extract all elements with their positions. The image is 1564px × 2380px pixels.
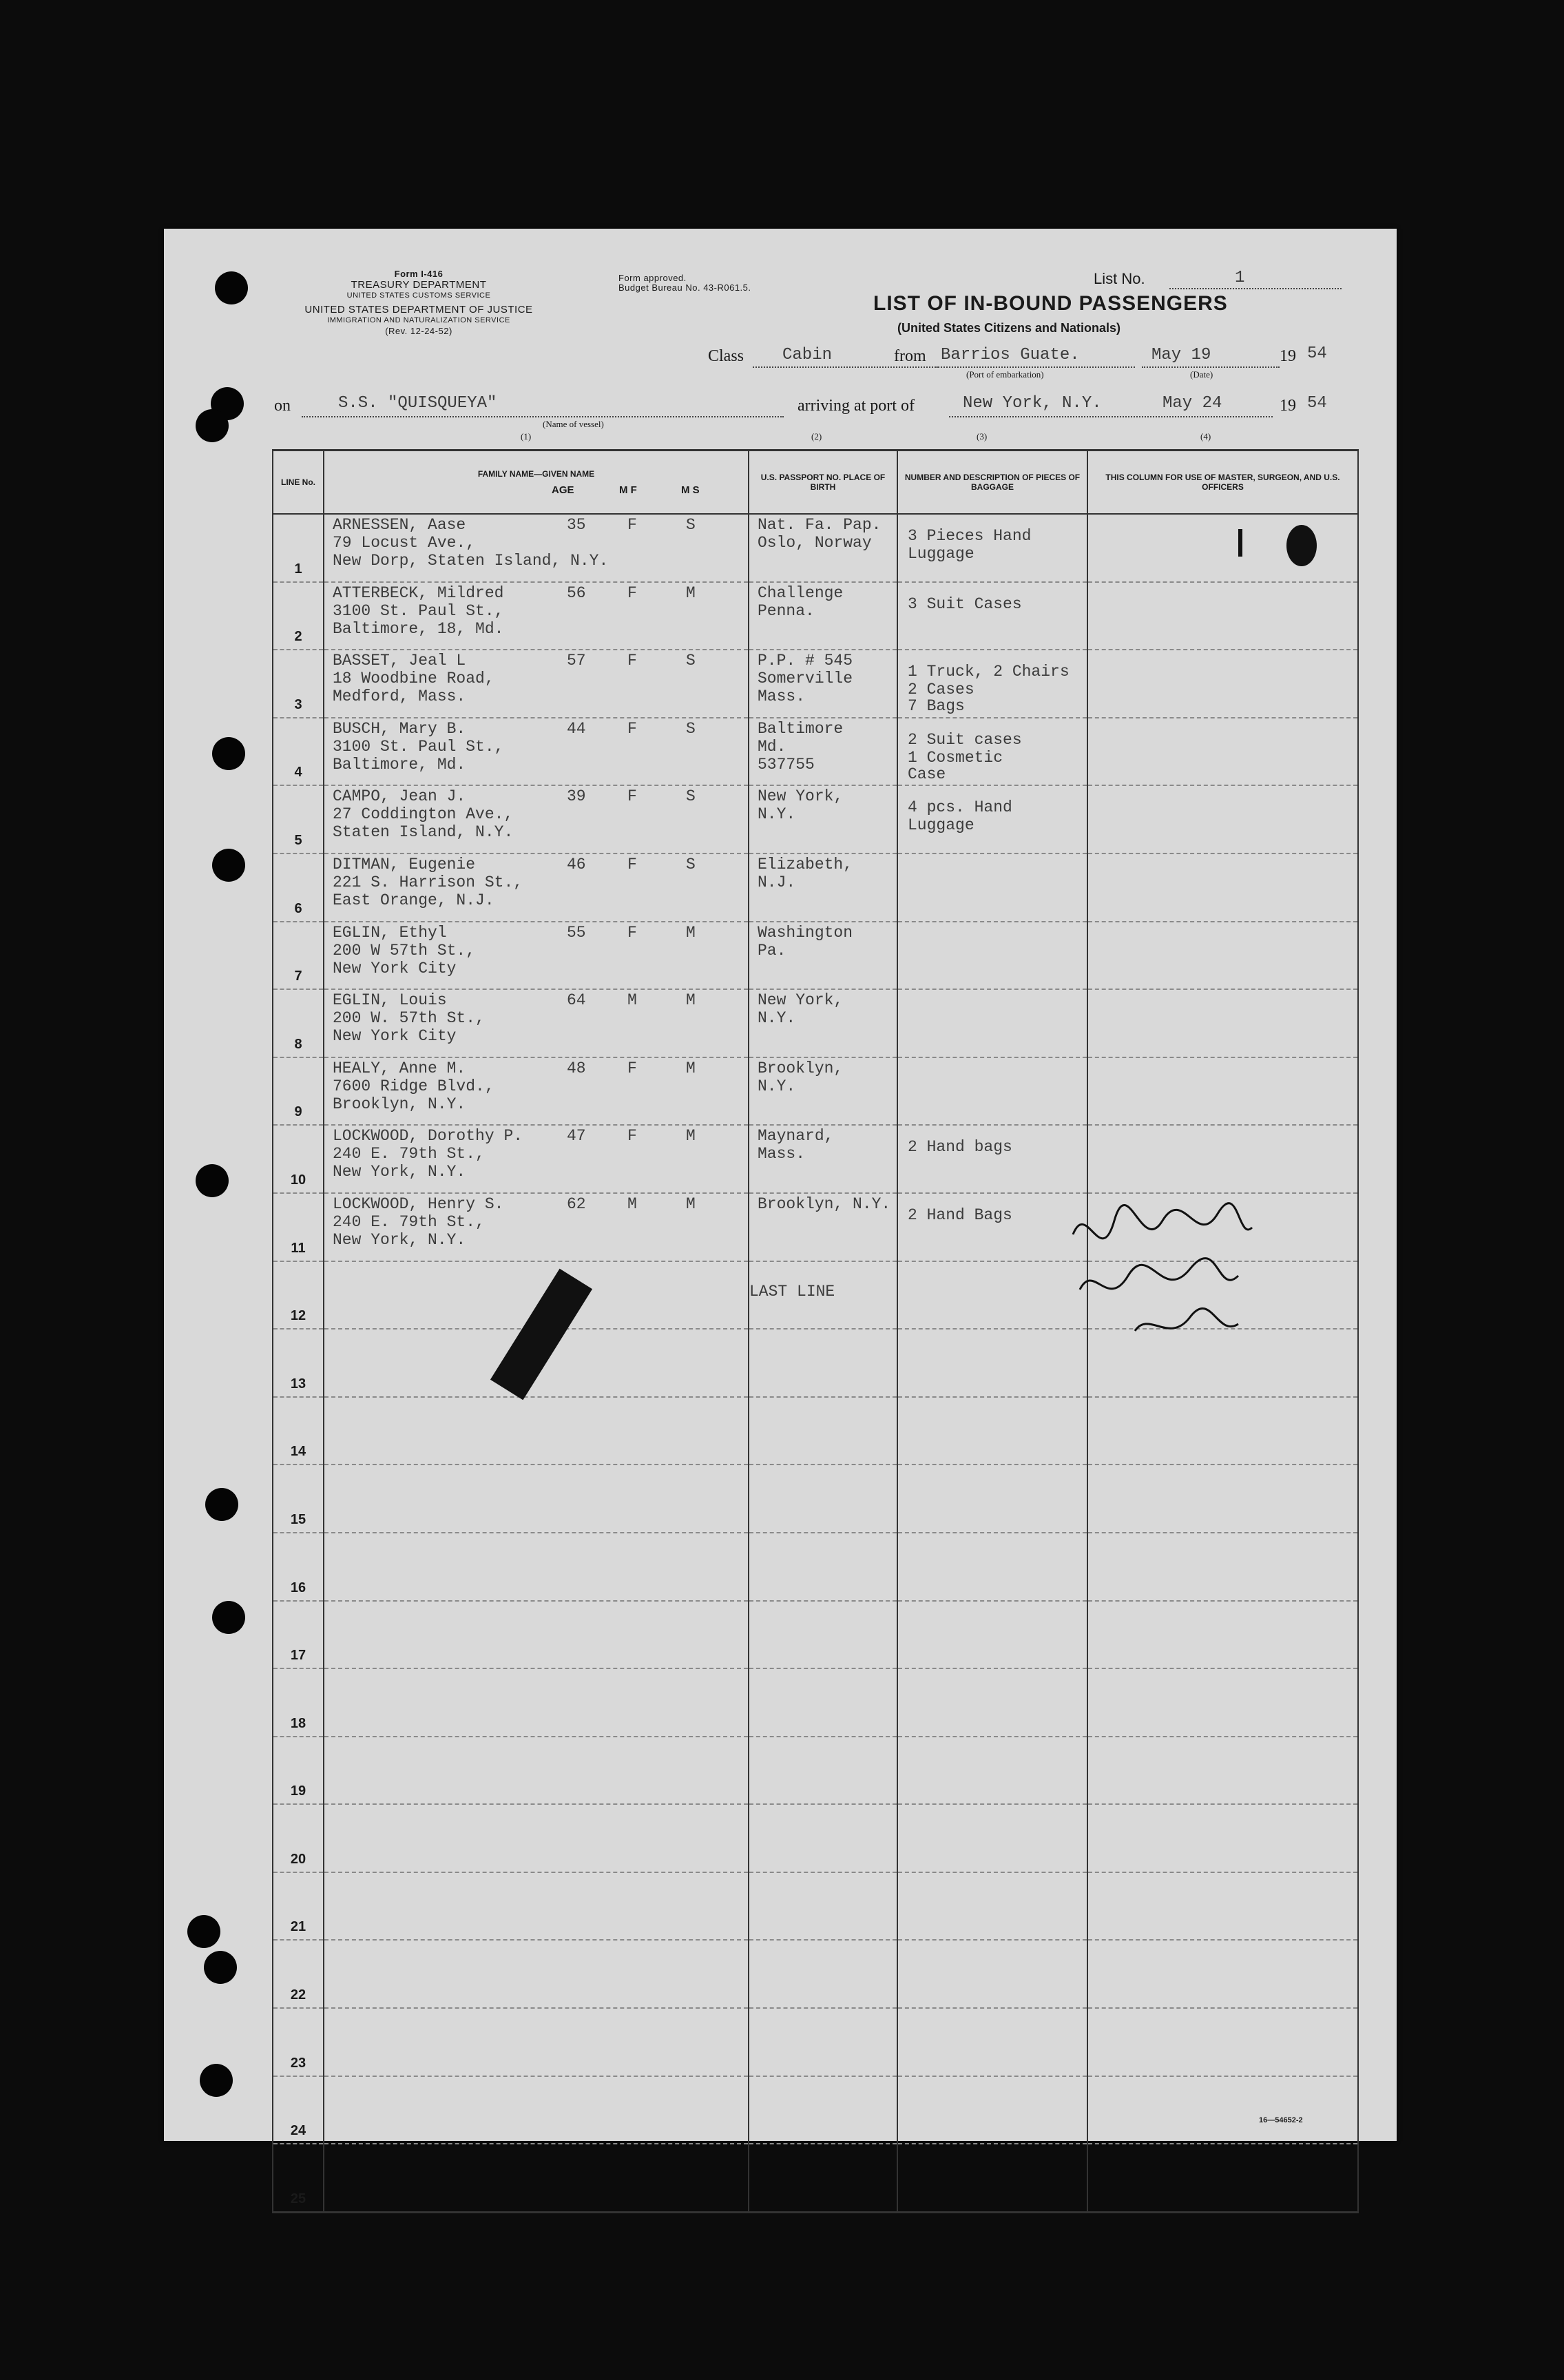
passport-or-birthplace: Challenge bbox=[758, 583, 844, 602]
passport-or-birthplace: Brooklyn, N.Y. bbox=[758, 1194, 891, 1213]
line-number: 12 bbox=[273, 1261, 324, 1329]
age: 62 bbox=[567, 1194, 586, 1213]
line-number: 2 bbox=[273, 582, 324, 650]
passenger-name: ATTERBECK, Mildred bbox=[333, 583, 504, 602]
sex: F bbox=[627, 719, 637, 738]
sex: F bbox=[627, 652, 637, 670]
line-number: 11 bbox=[273, 1193, 324, 1261]
from-label: from bbox=[894, 347, 926, 365]
class-label: Class bbox=[708, 347, 744, 365]
arriving-label: arriving at port of bbox=[797, 397, 915, 415]
officer-notes-cell bbox=[1087, 853, 1358, 922]
officer-notes-cell bbox=[1087, 1397, 1358, 1465]
line-number: 15 bbox=[273, 1465, 324, 1533]
age: 56 bbox=[567, 583, 586, 602]
marital-status: S bbox=[686, 787, 696, 806]
page-title: LIST OF IN-BOUND PASSENGERS bbox=[873, 292, 1228, 315]
officer-notes-cell bbox=[1087, 1125, 1358, 1193]
binder-hole bbox=[212, 737, 245, 770]
officer-notes-cell bbox=[1087, 2008, 1358, 2076]
baggage-line-2: Luggage bbox=[908, 545, 974, 563]
table-row bbox=[273, 1533, 1358, 1601]
marital-status: S bbox=[686, 855, 696, 873]
age: 35 bbox=[567, 516, 586, 534]
place-of-birth: N.Y. bbox=[758, 1077, 796, 1095]
address-line-2: New York City bbox=[333, 959, 457, 977]
officer-notes-cell bbox=[1087, 1601, 1358, 1669]
sex: F bbox=[627, 516, 637, 534]
address-line-1: 200 W. 57th St., bbox=[333, 1009, 485, 1028]
form-number: Form I-416 bbox=[394, 269, 444, 279]
address-line-2: Staten Island, N.Y. bbox=[333, 823, 514, 842]
officer-notes-cell bbox=[1087, 785, 1358, 853]
age: 47 bbox=[567, 1127, 586, 1146]
col1-caption: (1) bbox=[521, 431, 532, 442]
col4-caption: (4) bbox=[1200, 431, 1211, 442]
col2-caption: (2) bbox=[811, 431, 822, 442]
document-page bbox=[164, 229, 1397, 2206]
place-of-birth: Pa. bbox=[758, 941, 786, 960]
place-of-birth: Mass. bbox=[758, 1145, 806, 1163]
header-name-label: FAMILY NAME—GIVEN NAME bbox=[477, 469, 595, 479]
table-row bbox=[273, 582, 1358, 650]
address-line-2: Medford, Mass. bbox=[333, 687, 466, 706]
passenger-name: EGLIN, Louis bbox=[333, 991, 447, 1010]
address-line-1: 3100 St. Paul St., bbox=[333, 737, 504, 756]
address-line-2: New York, N.Y. bbox=[333, 1230, 466, 1249]
page-subtitle: (United States Citizens and Nationals) bbox=[897, 321, 1121, 335]
table-row bbox=[273, 1125, 1358, 1193]
address-line-1: 7600 Ridge Blvd., bbox=[333, 1077, 494, 1095]
passport-or-birthplace: Baltimore bbox=[758, 719, 844, 738]
line-number: 17 bbox=[273, 1601, 324, 1669]
list-no-value: 1 bbox=[1235, 269, 1245, 287]
age: 55 bbox=[567, 923, 586, 942]
table-row bbox=[273, 650, 1358, 718]
officer-notes-cell bbox=[1087, 2076, 1358, 2144]
place-of-birth: N.Y. bbox=[758, 805, 796, 824]
binder-hole bbox=[205, 1488, 238, 1521]
table-row bbox=[273, 2144, 1358, 2212]
ink-tick bbox=[1238, 529, 1242, 557]
address-line-2: Brooklyn, N.Y. bbox=[333, 1095, 466, 1113]
passport-or-birthplace: Elizabeth, bbox=[758, 855, 853, 873]
vessel-caption: (Name of vessel) bbox=[543, 419, 604, 429]
table-row bbox=[273, 1601, 1358, 1669]
passport-or-birthplace: Nat. Fa. Pap. bbox=[758, 516, 882, 534]
table-row bbox=[273, 1872, 1358, 1941]
table-row bbox=[273, 989, 1358, 1057]
sex: F bbox=[627, 855, 637, 873]
marital-status: S bbox=[686, 652, 696, 670]
passenger-name: EGLIN, Ethyl bbox=[333, 923, 447, 942]
line-number: 16 bbox=[273, 1533, 324, 1601]
address-line-2: New Dorp, Staten Island, N.Y. bbox=[333, 552, 609, 570]
line-number: 10 bbox=[273, 1125, 324, 1193]
place-of-birth: Md. bbox=[758, 737, 786, 756]
passenger-name: ARNESSEN, Aase bbox=[333, 516, 466, 534]
address-line-1: 240 E. 79th St., bbox=[333, 1212, 485, 1231]
binder-hole bbox=[196, 1164, 229, 1197]
age: 57 bbox=[567, 652, 586, 670]
baggage-line-1: 3 Pieces Hand bbox=[908, 527, 1032, 545]
year-1: 54 bbox=[1307, 344, 1327, 363]
line-number: 13 bbox=[273, 1329, 324, 1397]
baggage-line-1: 2 Hand Bags bbox=[908, 1205, 1012, 1224]
line-number: 25 bbox=[273, 2144, 324, 2212]
officer-notes-cell bbox=[1087, 1804, 1358, 1872]
officer-notes-cell bbox=[1087, 1737, 1358, 1805]
embarkation-date: May 19 bbox=[1151, 346, 1211, 364]
marital-status: M bbox=[686, 923, 696, 942]
officer-notes-cell bbox=[1087, 1940, 1358, 2008]
address-line-1: 27 Coddington Ave., bbox=[333, 805, 514, 824]
col3-caption: (3) bbox=[977, 431, 988, 442]
baggage-line-3: Case bbox=[908, 765, 946, 783]
passenger-name: HEALY, Anne M. bbox=[333, 1059, 466, 1077]
passenger-name: DITMAN, Eugenie bbox=[333, 855, 476, 873]
year-2: 54 bbox=[1307, 394, 1327, 413]
address-line-2: New York, N.Y. bbox=[333, 1163, 466, 1181]
customs-service: UNITED STATES CUSTOMS SERVICE bbox=[346, 291, 491, 300]
header-age: AGE bbox=[552, 484, 574, 496]
address-line-2: New York City bbox=[333, 1027, 457, 1046]
line-number: 21 bbox=[273, 1872, 324, 1941]
officer-notes-cell bbox=[1087, 582, 1358, 650]
table-row bbox=[273, 1057, 1358, 1126]
budget-bureau: Budget Bureau No. 43-R061.5. bbox=[618, 282, 751, 293]
officer-notes-cell bbox=[1087, 1872, 1358, 1941]
address-line-1: 3100 St. Paul St., bbox=[333, 601, 504, 620]
passport-or-birthplace: Maynard, bbox=[758, 1127, 834, 1146]
baggage-line-1: 4 pcs. Hand bbox=[908, 798, 1012, 817]
sex: F bbox=[627, 923, 637, 942]
justice-dept: UNITED STATES DEPARTMENT OF JUSTICE bbox=[304, 304, 533, 315]
passenger-name: CAMPO, Jean J. bbox=[333, 787, 466, 806]
on-label: on bbox=[274, 397, 291, 415]
line-number: 18 bbox=[273, 1668, 324, 1737]
line-number: 4 bbox=[273, 718, 324, 786]
marital-status: M bbox=[686, 583, 696, 602]
line-number: 9 bbox=[273, 1057, 324, 1126]
sex: M bbox=[627, 991, 637, 1010]
table-row bbox=[273, 1804, 1358, 1872]
line-number: 14 bbox=[273, 1397, 324, 1465]
passenger-name: LOCKWOOD, Henry S. bbox=[333, 1194, 504, 1213]
baggage-line-3: 7 Bags bbox=[908, 697, 965, 716]
table-row bbox=[273, 2008, 1358, 2076]
table-row bbox=[273, 1940, 1358, 2008]
header-sex: M F bbox=[619, 484, 637, 496]
binder-hole bbox=[187, 1915, 220, 1948]
line-number: 1 bbox=[273, 514, 324, 582]
table-row bbox=[273, 922, 1358, 990]
address-line-1: 18 Woodbine Road, bbox=[333, 670, 494, 688]
line-number: 5 bbox=[273, 785, 324, 853]
age: 48 bbox=[567, 1059, 586, 1077]
place-extra: Mass. bbox=[758, 687, 806, 706]
age: 46 bbox=[567, 855, 586, 873]
officer-notes-cell bbox=[1087, 1533, 1358, 1601]
marital-status: M bbox=[686, 1127, 696, 1146]
officer-notes-cell bbox=[1087, 1465, 1358, 1533]
ins-service: IMMIGRATION AND NATURALIZATION SERVICE bbox=[327, 316, 510, 324]
port-of-embarkation: Barrios Guate. bbox=[941, 346, 1080, 364]
table-row bbox=[273, 1668, 1358, 1737]
binder-hole bbox=[196, 409, 229, 442]
passenger-name: BASSET, Jeal L bbox=[333, 652, 466, 670]
baggage-line-2: 1 Cosmetic bbox=[908, 748, 1003, 767]
year-prefix-1: 19 bbox=[1280, 347, 1296, 365]
list-no-label: List No. bbox=[1094, 270, 1145, 287]
address-line-2: Baltimore, Md. bbox=[333, 755, 466, 774]
line-number: 3 bbox=[273, 650, 324, 718]
table-row bbox=[273, 785, 1358, 853]
form-approved: Form approved. bbox=[618, 273, 687, 283]
officer-notes-cell bbox=[1087, 650, 1358, 718]
age: 44 bbox=[567, 719, 586, 738]
place-of-birth: N.J. bbox=[758, 873, 796, 891]
table-row bbox=[273, 853, 1358, 922]
baggage-line-1: 3 Suit Cases bbox=[908, 594, 1022, 613]
treasury-dept: TREASURY DEPARTMENT bbox=[351, 279, 487, 291]
date-caption: (Date) bbox=[1190, 369, 1213, 380]
address-line-2: East Orange, N.J. bbox=[333, 891, 494, 909]
binder-hole bbox=[212, 1601, 245, 1634]
embarkation-caption: (Port of embarkation) bbox=[966, 369, 1044, 380]
officer-notes-cell bbox=[1087, 514, 1358, 582]
table-row bbox=[273, 718, 1358, 786]
baggage-line-2: 2 Cases bbox=[908, 681, 974, 699]
header-line-no: LINE No. bbox=[273, 451, 324, 515]
sex: F bbox=[627, 1059, 637, 1077]
arrival-port: New York, N.Y. bbox=[963, 394, 1102, 413]
table-row bbox=[273, 514, 1358, 582]
binder-hole bbox=[212, 849, 245, 882]
passport-or-birthplace: New York, bbox=[758, 787, 844, 806]
sex: F bbox=[627, 787, 637, 806]
vessel-name: S.S. "QUISQUEYA" bbox=[338, 394, 497, 413]
table-row bbox=[273, 1465, 1358, 1533]
officer-notes-cell bbox=[1087, 922, 1358, 990]
baggage-line-1: 2 Suit cases bbox=[908, 730, 1022, 749]
marital-status: M bbox=[686, 991, 696, 1010]
header-passport: U.S. PASSPORT NO. PLACE OF BIRTH bbox=[749, 451, 897, 515]
passport-or-birthplace: New York, bbox=[758, 991, 844, 1010]
baggage-line-1: 2 Hand bags bbox=[908, 1138, 1012, 1157]
marital-status: M bbox=[686, 1059, 696, 1077]
place-of-birth: N.Y. bbox=[758, 1009, 796, 1028]
binder-hole bbox=[204, 1951, 237, 1984]
header-marital-status: M S bbox=[681, 484, 700, 496]
line-number: 7 bbox=[273, 922, 324, 990]
address-line-1: 221 S. Harrison St., bbox=[333, 873, 523, 891]
line-number: 6 bbox=[273, 853, 324, 922]
officer-notes-cell bbox=[1087, 989, 1358, 1057]
marital-status: S bbox=[686, 719, 696, 738]
binder-hole bbox=[200, 2064, 233, 2097]
line-number: 24 bbox=[273, 2076, 324, 2144]
age: 64 bbox=[567, 991, 586, 1010]
place-extra: 537755 bbox=[758, 755, 815, 774]
passenger-name: LOCKWOOD, Dorothy P. bbox=[333, 1127, 523, 1146]
officer-notes-cell bbox=[1087, 718, 1358, 786]
line-number: 23 bbox=[273, 2008, 324, 2076]
officer-signature bbox=[1059, 1193, 1266, 1358]
header-name bbox=[324, 451, 749, 515]
sex: M bbox=[627, 1194, 637, 1213]
passport-or-birthplace: Washington bbox=[758, 923, 853, 942]
line-number: 22 bbox=[273, 1940, 324, 2008]
table-row bbox=[273, 1737, 1358, 1805]
passport-or-birthplace: Brooklyn, bbox=[758, 1059, 844, 1077]
header-officers: THIS COLUMN FOR USE OF MASTER, SURGEON, AND U.S. OFFICERS bbox=[1087, 451, 1358, 515]
place-of-birth: Oslo, Norway bbox=[758, 534, 872, 552]
marital-status: M bbox=[686, 1194, 696, 1213]
arrival-date: May 24 bbox=[1162, 394, 1222, 413]
line-number: 19 bbox=[273, 1737, 324, 1805]
header-baggage: NUMBER AND DESCRIPTION OF PIECES OF BAGGAGE bbox=[897, 451, 1087, 515]
year-prefix-2: 19 bbox=[1280, 397, 1296, 415]
address-line-1: 240 E. 79th St., bbox=[333, 1145, 485, 1163]
line-number: 8 bbox=[273, 989, 324, 1057]
binder-hole bbox=[215, 271, 248, 304]
place-of-birth: Somerville bbox=[758, 670, 853, 688]
passport-or-birthplace: LAST LINE bbox=[749, 1282, 835, 1301]
address-line-1: 200 W 57th St., bbox=[333, 941, 476, 960]
place-of-birth: Penna. bbox=[758, 601, 815, 620]
officer-notes-cell bbox=[1087, 1668, 1358, 1737]
baggage-line-1: 1 Truck, 2 Chairs bbox=[908, 663, 1070, 681]
line-number: 20 bbox=[273, 1804, 324, 1872]
baggage-line-2: Luggage bbox=[908, 816, 974, 835]
officer-notes-cell bbox=[1087, 2144, 1358, 2212]
passenger-name: BUSCH, Mary B. bbox=[333, 719, 466, 738]
address-line-1: 79 Locust Ave., bbox=[333, 534, 476, 552]
officer-notes-cell bbox=[1087, 1057, 1358, 1126]
marital-status: S bbox=[686, 516, 696, 534]
age: 39 bbox=[567, 787, 586, 806]
sex: F bbox=[627, 1127, 637, 1146]
passport-or-birthplace: P.P. # 545 bbox=[758, 652, 853, 670]
address-line-2: Baltimore, 18, Md. bbox=[333, 619, 504, 638]
ink-blot bbox=[1286, 525, 1317, 566]
revision: (Rev. 12-24-52) bbox=[385, 326, 452, 336]
sex: F bbox=[627, 583, 637, 602]
footer-code: 16—54652-2 bbox=[1259, 2116, 1303, 2124]
class-value: Cabin bbox=[782, 346, 833, 364]
table-row bbox=[273, 1397, 1358, 1465]
table-row bbox=[273, 2076, 1358, 2144]
